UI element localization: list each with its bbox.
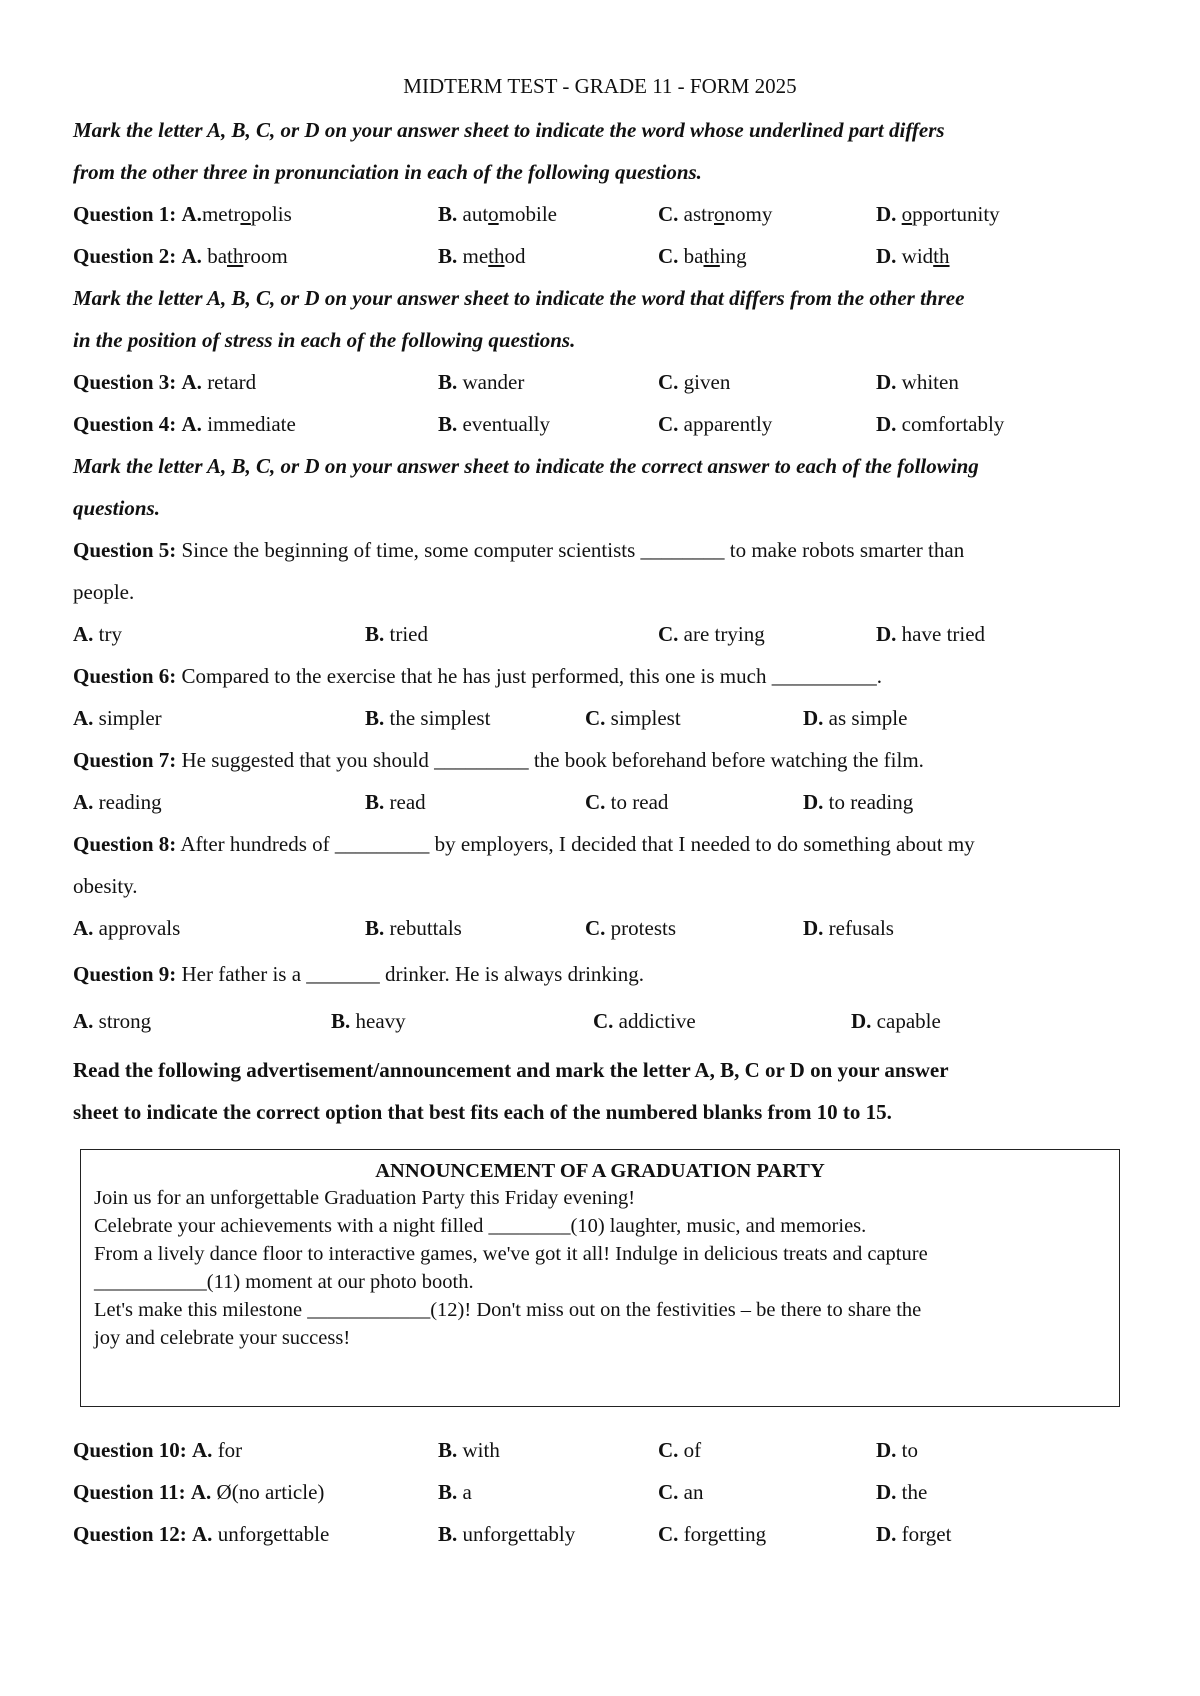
option-text: comfortably bbox=[901, 412, 1005, 436]
option-text: approvals bbox=[98, 916, 181, 940]
option-letter: B. bbox=[438, 412, 458, 436]
option-letter: D. bbox=[876, 622, 897, 646]
question-label: Question 1: bbox=[73, 202, 177, 226]
question-11-option-c[interactable] bbox=[658, 1480, 704, 1505]
question-8-stem bbox=[73, 832, 975, 857]
question-1-option-d[interactable]: D. opportunity bbox=[876, 202, 1000, 226]
option-letter: B. bbox=[331, 1009, 351, 1033]
option-text: heavy bbox=[355, 1009, 406, 1033]
instruction-correct-line2: questions. bbox=[73, 496, 160, 520]
option-letter: D. bbox=[876, 370, 897, 394]
option-text: to read bbox=[610, 790, 669, 814]
option-letter: D. bbox=[803, 790, 824, 814]
announcement-line: From a lively dance floor to interactive games, we've got it all! Indulge in delicious treats and capture bbox=[94, 1243, 928, 1265]
option-letter: A. bbox=[73, 1009, 94, 1033]
option-a[interactable]: unforgettable bbox=[217, 1522, 330, 1546]
option-letter: B. bbox=[365, 790, 385, 814]
question-5-option-a[interactable] bbox=[73, 622, 122, 647]
announcement-title: ANNOUNCEMENT OF A GRADUATION PARTY bbox=[375, 1160, 825, 1182]
question-text: He suggested that you should _________ the book beforehand before watching the film. bbox=[181, 748, 924, 772]
option-letter: B. bbox=[438, 1522, 458, 1546]
option-text: have tried bbox=[901, 622, 986, 646]
question-9-option-d[interactable] bbox=[851, 1009, 941, 1034]
question-label: Question 3: bbox=[73, 370, 177, 394]
option-text: to reading bbox=[828, 790, 914, 814]
question-12 bbox=[73, 1522, 329, 1547]
option-text: try bbox=[98, 622, 122, 646]
option-text: rebuttals bbox=[389, 916, 462, 940]
question-12-option-d[interactable] bbox=[876, 1522, 951, 1547]
question-2-option-c[interactable]: C. bathing bbox=[658, 244, 747, 268]
announcement-line: joy and celebrate your success! bbox=[94, 1327, 351, 1349]
question-12-option-c[interactable] bbox=[658, 1522, 766, 1547]
option-text: tried bbox=[389, 622, 428, 646]
question-10 bbox=[73, 1438, 242, 1463]
question-text: Compared to the exercise that he has just performed, this one is much __________. bbox=[181, 664, 882, 688]
instruction-reading-line2: sheet to indicate the correct option that best fits each of the numbered blanks from 10 to 15. bbox=[73, 1100, 892, 1124]
option-text: eventually bbox=[462, 412, 550, 436]
option-letter: D. bbox=[851, 1009, 872, 1033]
question-4-option-d[interactable] bbox=[876, 412, 1004, 437]
question-7-option-c[interactable] bbox=[585, 790, 668, 815]
question-text: After hundreds of _________ by employers, I decided that I needed to do something about my bbox=[180, 832, 975, 856]
option-a[interactable]: metropolis bbox=[201, 202, 292, 226]
option-text: unforgettably bbox=[462, 1522, 576, 1546]
instruction-reading-line1: Read the following advertisement/announcement and mark the letter A, B, C or D on your answer bbox=[73, 1058, 949, 1082]
question-8-option-d[interactable] bbox=[803, 916, 894, 941]
question-6-stem bbox=[73, 664, 882, 689]
question-8-option-c[interactable] bbox=[585, 916, 676, 941]
option-text: the bbox=[901, 1480, 928, 1504]
option-a[interactable]: immediate bbox=[207, 412, 296, 436]
question-2 bbox=[73, 244, 288, 269]
page-title: MIDTERM TEST - GRADE 11 - FORM 2025 bbox=[403, 74, 797, 98]
option-text: apparently bbox=[683, 412, 773, 436]
option-text: wander bbox=[462, 370, 525, 394]
option-text: are trying bbox=[683, 622, 765, 646]
question-9-option-c[interactable] bbox=[593, 1009, 696, 1034]
option-letter: C. bbox=[658, 1438, 679, 1462]
option-letter: C. bbox=[585, 706, 606, 730]
option-text: as simple bbox=[828, 706, 908, 730]
option-letter: B. bbox=[438, 370, 458, 394]
question-label: Question 5: bbox=[73, 538, 177, 562]
question-4 bbox=[73, 412, 296, 437]
option-letter: A. bbox=[190, 1480, 212, 1504]
instruction-correct-line1: Mark the letter A, B, C, or D on your answer sheet to indicate the correct answer to each of the following bbox=[73, 454, 979, 478]
option-letter: C. bbox=[585, 916, 606, 940]
option-letter: B. bbox=[438, 202, 458, 226]
question-label: Question 10: bbox=[73, 1438, 187, 1462]
question-label: Question 2: bbox=[73, 244, 177, 268]
instruction-stress-line2: in the position of stress in each of the following questions. bbox=[73, 328, 576, 352]
question-3-option-d[interactable] bbox=[876, 370, 959, 395]
option-text: forget bbox=[901, 1522, 952, 1546]
question-6-option-c[interactable] bbox=[585, 706, 681, 731]
option-letter: D. bbox=[803, 916, 824, 940]
question-10-option-d[interactable] bbox=[876, 1438, 918, 1463]
option-text: to bbox=[901, 1438, 919, 1462]
option-text: an bbox=[683, 1480, 704, 1504]
option-text: protests bbox=[610, 916, 676, 940]
option-letter: D. bbox=[876, 1480, 897, 1504]
option-text: reading bbox=[98, 790, 162, 814]
question-label: Question 12: bbox=[73, 1522, 187, 1546]
announcement-line: Celebrate your achievements with a night filled ________(10) laughter, music, and memories. bbox=[94, 1215, 867, 1237]
question-text: Since the beginning of time, some computer scientists ________ to make robots smarter than bbox=[181, 538, 965, 562]
question-10-option-b[interactable] bbox=[438, 1438, 500, 1463]
question-label: Question 4: bbox=[73, 412, 177, 436]
option-letter: C. bbox=[658, 202, 679, 226]
announcement-line: ___________(11) moment at our photo booth. bbox=[94, 1271, 474, 1293]
option-letter: A. bbox=[181, 412, 202, 436]
question-4-option-c[interactable] bbox=[658, 412, 772, 437]
option-text: of bbox=[683, 1438, 702, 1462]
question-label: Question 9: bbox=[73, 962, 177, 986]
option-text: simplest bbox=[610, 706, 681, 730]
question-9-stem bbox=[73, 962, 644, 987]
option-text: a bbox=[462, 1480, 472, 1504]
question-9-option-a[interactable] bbox=[73, 1009, 151, 1034]
option-text: capable bbox=[876, 1009, 941, 1033]
option-letter: B. bbox=[365, 622, 385, 646]
question-9-option-b[interactable] bbox=[331, 1009, 406, 1034]
question-6-option-a[interactable] bbox=[73, 706, 162, 731]
option-letter: A. bbox=[181, 370, 202, 394]
option-letter: A. bbox=[181, 202, 202, 226]
question-text: Her father is a _______ drinker. He is always drinking. bbox=[181, 962, 644, 986]
option-letter: C. bbox=[658, 1522, 679, 1546]
option-text: the simplest bbox=[389, 706, 491, 730]
question-1 bbox=[73, 202, 292, 227]
question-label: Question 11: bbox=[73, 1480, 186, 1504]
question-1-option-c[interactable]: C. astronomy bbox=[658, 202, 773, 226]
option-letter: D. bbox=[876, 1438, 897, 1462]
option-letter: D. bbox=[876, 202, 897, 226]
announcement-line: Let's make this milestone ____________(12)! Don't miss out on the festivities – be there to share the bbox=[94, 1299, 922, 1321]
question-1-option-b[interactable]: B. automobile bbox=[438, 202, 557, 226]
option-letter: C. bbox=[593, 1009, 614, 1033]
question-7-option-d[interactable] bbox=[803, 790, 913, 815]
option-text: addictive bbox=[618, 1009, 696, 1033]
question-8-stem-cont: obesity. bbox=[73, 874, 138, 898]
instruction-stress-line1: Mark the letter A, B, C, or D on your answer sheet to indicate the word that differs from the other three bbox=[73, 286, 965, 310]
announcement-box bbox=[80, 1149, 1120, 1407]
question-8-option-b[interactable] bbox=[365, 916, 462, 941]
option-letter: A. bbox=[73, 790, 94, 814]
option-letter: C. bbox=[658, 412, 679, 436]
option-text: with bbox=[462, 1438, 500, 1462]
option-letter: D. bbox=[876, 412, 897, 436]
option-letter: A. bbox=[181, 244, 202, 268]
option-text: simpler bbox=[98, 706, 162, 730]
option-letter: D. bbox=[876, 244, 897, 268]
option-text: forgetting bbox=[683, 1522, 767, 1546]
question-5-option-c[interactable] bbox=[658, 622, 765, 647]
option-letter: C. bbox=[658, 1480, 679, 1504]
option-letter: A. bbox=[192, 1522, 213, 1546]
question-8-option-a[interactable] bbox=[73, 916, 180, 941]
question-11-option-d[interactable] bbox=[876, 1480, 927, 1505]
question-10-option-c[interactable] bbox=[658, 1438, 701, 1463]
question-label: Question 6: bbox=[73, 664, 177, 688]
question-3-option-b[interactable] bbox=[438, 370, 524, 395]
question-7-option-a[interactable] bbox=[73, 790, 162, 815]
option-letter: C. bbox=[658, 622, 679, 646]
question-6-option-d[interactable] bbox=[803, 706, 907, 731]
option-letter: D. bbox=[803, 706, 824, 730]
option-text: whiten bbox=[901, 370, 959, 394]
question-5-stem bbox=[73, 538, 964, 563]
question-label: Question 8: bbox=[73, 832, 177, 856]
question-2-option-d[interactable]: D. width bbox=[876, 244, 950, 268]
option-letter: A. bbox=[192, 1438, 213, 1462]
option-letter: A. bbox=[73, 622, 94, 646]
question-5-stem-cont: people. bbox=[73, 580, 135, 604]
question-5-option-b[interactable] bbox=[365, 622, 428, 647]
option-text: strong bbox=[98, 1009, 152, 1033]
question-label: Question 7: bbox=[73, 748, 177, 772]
option-a[interactable]: for bbox=[217, 1438, 243, 1462]
question-4-option-b[interactable] bbox=[438, 412, 550, 437]
question-5-option-d[interactable] bbox=[876, 622, 985, 647]
option-letter: C. bbox=[585, 790, 606, 814]
option-letter: B. bbox=[438, 1438, 458, 1462]
question-2-option-b[interactable]: B. method bbox=[438, 244, 526, 268]
instruction-pronunciation-line1: Mark the letter A, B, C, or D on your answer sheet to indicate the word whose underlined part differs bbox=[73, 118, 945, 142]
option-letter: A. bbox=[73, 916, 94, 940]
option-text: refusals bbox=[828, 916, 894, 940]
option-letter: C. bbox=[658, 370, 679, 394]
option-letter: D. bbox=[876, 1522, 897, 1546]
question-3 bbox=[73, 370, 256, 395]
option-letter: A. bbox=[73, 706, 94, 730]
question-12-option-b[interactable] bbox=[438, 1522, 575, 1547]
option-letter: B. bbox=[438, 1480, 458, 1504]
option-letter: B. bbox=[438, 244, 458, 268]
option-letter: C. bbox=[658, 244, 679, 268]
option-letter: B. bbox=[365, 706, 385, 730]
question-11 bbox=[73, 1480, 324, 1505]
question-11-option-b[interactable] bbox=[438, 1480, 472, 1505]
option-text: read bbox=[389, 790, 426, 814]
question-7-stem bbox=[73, 748, 924, 773]
question-7-option-b[interactable] bbox=[365, 790, 426, 815]
option-a[interactable]: retard bbox=[207, 370, 257, 394]
option-letter: B. bbox=[365, 916, 385, 940]
announcement-line: Join us for an unforgettable Graduation Party this Friday evening! bbox=[94, 1187, 636, 1209]
question-6-option-b[interactable] bbox=[365, 706, 490, 731]
instruction-pronunciation-line2: from the other three in pronunciation in each of the following questions. bbox=[73, 160, 702, 184]
option-text: given bbox=[683, 370, 731, 394]
option-a[interactable]: Ø(no article) bbox=[216, 1480, 325, 1504]
option-a[interactable]: bathroom bbox=[207, 244, 288, 268]
question-3-option-c[interactable] bbox=[658, 370, 730, 395]
